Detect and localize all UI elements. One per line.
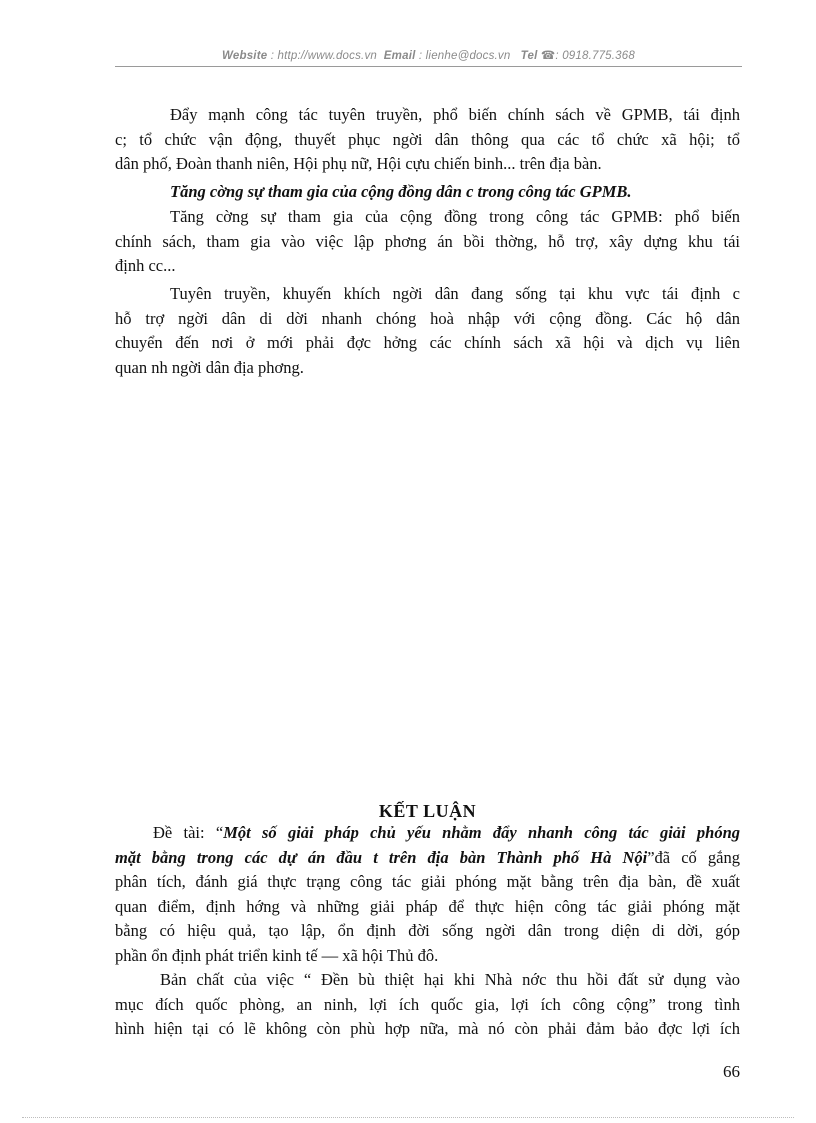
text-line: chuyển đến nơi ở mới phải đợc hởng các chính sách xã hội và dịch vụ liên [115, 333, 740, 352]
text-line: phân tích, đánh giá thực trạng công tác giải phóng mặt bằng trên địa bàn, đề xuất [115, 872, 740, 891]
paragraph-resettlement [115, 282, 740, 380]
tel-label: Tel [520, 50, 538, 62]
website-value: : http://www.docs.vn [270, 50, 377, 62]
text-line: Tuyên truyền, khuyến khích ngời dân đang sống tại khu vực tái định c [170, 284, 740, 303]
text-line: Đề tài: “Một số giải pháp chủ yếu nhằm đẩy nhanh công tác giải phóng [153, 823, 740, 842]
email-value: : lienhe@docs.vn [418, 50, 511, 62]
email-label: Email [383, 50, 416, 62]
paragraph-community [115, 205, 740, 279]
text-line: định cc... [115, 256, 176, 275]
thesis-title: Một số giải pháp chủ yếu nhằm đẩy nhanh công tác giải phóng [223, 823, 740, 842]
page-header [115, 48, 742, 62]
text-line: Bản chất của việc “ Đền bù thiệt hại khi Nhà nớc thu hồi đất sử dụng vào [160, 970, 740, 989]
text-line: Tăng cờng sự tham gia của cộng đồng trong công tác GPMB: phổ biến [170, 207, 740, 226]
phone-icon: ☎ [540, 50, 556, 62]
text-line: hỗ trợ ngời dân di dời nhanh chóng hoà nhập với cộng đồng. Các hộ dân [115, 308, 740, 328]
text-line: dân phố, Đoàn thanh niên, Hội phụ nữ, Hội cựu chiến binh... trên địa bàn. [115, 154, 602, 173]
header-divider [115, 66, 742, 67]
website-label: Website [222, 50, 268, 62]
text-line: Đẩy mạnh công tác tuyên truyền, phổ biến chính sách về GPMB, tái định [170, 105, 740, 124]
footer-divider [22, 1117, 794, 1118]
text-line: c; tổ chức vận động, thuyết phục ngời dân thông qua các tổ chức xã hội; tổ [115, 129, 740, 149]
conclusion-title: KẾT LUẬN [378, 801, 477, 821]
page-number: 66 [723, 1062, 740, 1081]
text-line: hình hiện tại có lẽ không còn phù hợp nữa, mà nó còn phải đảm bảo đợc lợi ích [115, 1019, 740, 1038]
paragraph-nature [115, 968, 740, 1042]
tel-value: : 0918.775.368 [555, 50, 635, 62]
text-line: mục đích quốc phòng, an ninh, lợi ích quốc gia, lợi ích công cộng” trong tình [115, 994, 740, 1014]
thesis-title: mặt bằng trong các dự án đầu t trên địa bàn Thành phố Hà Nội [115, 847, 648, 867]
text-line: bằng có hiệu quả, tạo lập, ổn định đời sống ngời dân trong diện di dời, góp [115, 921, 740, 940]
text-line: mặt bằng trong các dự án đầu t trên địa bàn Thành phố Hà Nội”đã cố gắng [115, 847, 740, 867]
paragraph-conclusion [115, 821, 740, 968]
text-line: phần ổn định phát triển kinh tế — xã hội Thủ đô. [115, 945, 439, 965]
section-heading: Tăng cờng sự tham gia của cộng đồng dân c trong công tác GPMB. [170, 182, 632, 201]
paragraph-propaganda [115, 103, 740, 177]
text-line: quan nh ngời dân địa phơng. [115, 357, 304, 377]
text-line: quan điểm, định hớng và những giải pháp để thực hiện công tác giải phóng mặt [115, 896, 740, 916]
text-line: chính sách, tham gia vào việc lập phơng án bồi thờng, hỗ trợ, xây dựng khu tái [115, 231, 740, 251]
